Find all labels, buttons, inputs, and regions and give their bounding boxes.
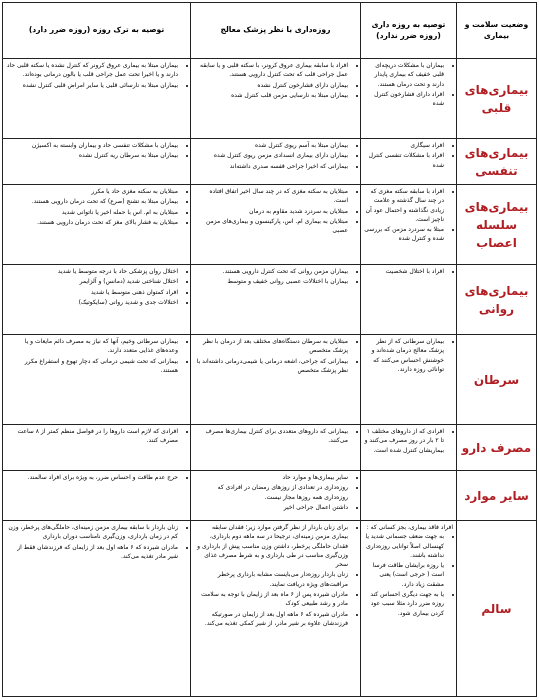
list-item: • بیماران مبتلا به تشنج (صرع) که تحت درمان دارویی هستند. bbox=[6, 197, 178, 206]
list-item: • افراد دارای فشارخون کنترل شده bbox=[364, 90, 444, 109]
list-item: • بیمارانی که تحت شیمی درمانی که دچار تهوع و استفراغ مکرر هستند. bbox=[6, 357, 178, 376]
table-row bbox=[3, 521, 537, 697]
table-row bbox=[3, 471, 537, 521]
list-item: • مادران شیرده که ۶ ماهه اول بعد از زایمان که فرزندشان فقط از شیر مادر تغذیه می‌کند. bbox=[6, 543, 178, 562]
list-item: • مبتلا به سردرد مزمن که بررسی شده و کنترل شده bbox=[364, 225, 444, 244]
list-item: • بیماران با اختلالات عصبی روانی خفیف و متوسط bbox=[194, 277, 348, 286]
list-item: • روزه‌داری در تعدادی از روزهای رمضان در افرادی که روزه‌داری همه روزها مجاز نیست. bbox=[194, 483, 348, 502]
cell-doctor bbox=[191, 521, 361, 697]
list-item: • مبتلایان به سردرد شدید مقاوم به درمان bbox=[194, 207, 348, 216]
list-item: • بیماران مبتلا به نارسائی قلبی یا سایر امراض قلبی کنترل نشده bbox=[6, 81, 178, 90]
bullet-list bbox=[6, 187, 187, 227]
list-item: • سایر بیماری‌ها و موارد حاد bbox=[194, 473, 348, 482]
list-item: • اختلال شناختی شدید (دمانس) و آلزایمر bbox=[6, 277, 178, 286]
list-item: • بیماران سرطانی وخیم، آنها که نیاز به مصرف دائم مایعات و یا وعده‌های غذایی متعدد دارند. bbox=[6, 337, 178, 356]
list-item: • اختلالات جدی و شدید روانی (سایکوتیک) bbox=[6, 298, 178, 307]
list-item: • افراد با سابقه بیماری عروق کرونر، با سکته قلبی و یا سابقه عمل جراحی قلب که تحت کنترل دارویی هستند. bbox=[194, 61, 348, 80]
bullet-list bbox=[364, 337, 453, 374]
cell-doctor bbox=[191, 471, 361, 521]
header-row bbox=[3, 3, 537, 59]
list-item: • مبتلایان به سرطان دستگاه‌های مختلف بعد از درمان با نظر پزشک متخصص bbox=[194, 337, 348, 356]
list-item: • یا به جهت دیگری احساس کند روزه ضرر دارد مثلا سبب عود کردن بیماری شود. bbox=[364, 590, 444, 618]
bullet-list bbox=[364, 267, 453, 276]
bullet-list bbox=[194, 187, 357, 235]
list-item: • بیماران سرطانی که از نظر پزشک معالج درمان شده‌اند و خوشنش احساس می‌کنند که توانائی روزه دارند. bbox=[364, 337, 444, 374]
cell-no-fast bbox=[361, 139, 457, 185]
list-item: • مادران شیرده پس از ۶ ماه بعد از زایمان با توجه به سلامت مادر و رشد طبیعی کودک bbox=[194, 590, 348, 609]
list-item: • بیمارانی که جراحی، اشعه درمانی یا شیمی‌درمانی داشته‌اند با نظر پزشک متخصص bbox=[194, 357, 348, 376]
cell-doctor bbox=[191, 59, 361, 139]
list-item: • بیماران مزمن روانی که تحت کنترل دارویی هستند. bbox=[194, 267, 348, 276]
list-item: • افراد با مشکلات تنفسی کنترل شده bbox=[364, 151, 444, 170]
bullet-list bbox=[364, 61, 453, 108]
bullet-list bbox=[6, 267, 187, 307]
bullet-list bbox=[194, 267, 357, 287]
cell-quit bbox=[3, 471, 191, 521]
category-label: سایر موارد bbox=[457, 471, 537, 521]
list-item: • مادران شیرده که ۶ ماهه اول بعد از زایمان در صورتیکه فرزندشان علاوه بر شیر مادر، از شیر کمکی تغذیه می‌کند. bbox=[194, 610, 348, 629]
header-no-fast: توصیه به روزه داری (روزه ضرر ندارد) bbox=[361, 3, 457, 59]
list-item: • افرادی که از داروهای مختلف ۱ تا ۲ بار در روز مصرف می‌کنند و بیماریشان کنترل شده است. bbox=[364, 427, 444, 455]
bullet-list bbox=[6, 427, 187, 446]
cell-no-fast bbox=[361, 335, 457, 425]
bullet-list bbox=[6, 141, 187, 161]
list-item: • مبتلایان به ام. اس با حمله اخیر یا ناتوانی شدید bbox=[6, 208, 178, 217]
list-item: • افراد سیگاری bbox=[364, 141, 444, 150]
list-item: • افراد با اختلال شخصیت bbox=[364, 267, 444, 276]
cell-quit bbox=[3, 185, 191, 265]
bullet-list bbox=[194, 473, 357, 512]
list-item: • زنان باردار روزه‌دار می‌بایست مشابه بارداری پرخطر مراقبت‌های ویژه دریافت نمایند. bbox=[194, 570, 348, 589]
list-item: • بیماران دارای فشارخون کنترل نشده bbox=[194, 81, 348, 90]
bullet-list bbox=[6, 61, 187, 90]
cell-doctor bbox=[191, 335, 361, 425]
cell-quit bbox=[3, 425, 191, 471]
cell-quit bbox=[3, 521, 191, 697]
list-item: • افراد با سابقه سکته مغزی که در چند سال گذشته و علامت زیادی نگذاشته و احتمال عود آن ناچیز است. bbox=[364, 187, 444, 224]
list-item: • بیماران مبتلا به نارسایی مزمن قلب کنترل شده bbox=[194, 91, 348, 100]
cell-quit bbox=[3, 59, 191, 139]
cell-quit bbox=[3, 335, 191, 425]
list-item: • بیماران مبتلا به بیماری عروق کرونر که کنترل نشده یا سکته قلبی حاد دارند و یا اخیرا تحت عمل جراحی قلب یا بالون درمانی بوده‌اند. bbox=[6, 61, 178, 80]
cell-no-fast bbox=[361, 265, 457, 335]
table-row bbox=[3, 335, 537, 425]
cell-quit bbox=[3, 265, 191, 335]
bullet-list bbox=[6, 337, 187, 375]
list-item: • زنان باردار با سابقه بیماری مزمن زمینه‌ای، حاملگی‌های پرخطر، وزن کم در زمان بارداری، وزن‌گیری نامناسب دوران بارداری bbox=[6, 523, 178, 542]
list-item: • مبتلایان به بیماری ام. اس، پارکینسون و بیماری‌های مزمن عصبی bbox=[194, 217, 348, 236]
cell-no-fast bbox=[361, 59, 457, 139]
category-label: بیماری‌های روانی bbox=[457, 265, 537, 335]
cell-intro: افراد فاقد بیماری، بجز کسانی که : bbox=[366, 524, 453, 531]
cell-doctor bbox=[191, 425, 361, 471]
list-item: • مبتلایان به فشار بالای مغز که تحت درمان دارویی هستند. bbox=[6, 218, 178, 227]
bullet-list bbox=[194, 427, 357, 446]
cell-doctor bbox=[191, 139, 361, 185]
category-label: سرطان bbox=[457, 335, 537, 425]
list-item: • اختلال روان پزشکی حاد با درجه متوسط یا شدید bbox=[6, 267, 178, 276]
bullet-list bbox=[364, 427, 453, 455]
list-item: • به جهت ضعف جسمانی شدید یا کهنسالی اصلاً توانایی روزه‌داری نداشته باشند. bbox=[364, 532, 444, 560]
bullet-list bbox=[364, 187, 453, 244]
bullet-list bbox=[6, 473, 187, 482]
bullet-list bbox=[194, 141, 357, 171]
table-row bbox=[3, 59, 537, 139]
list-item: • بیماران با مشکلات تنفسی حاد و بیماران وابسته به اکسیژن bbox=[6, 141, 178, 150]
cell-no-fast bbox=[361, 471, 457, 521]
cell-quit bbox=[3, 139, 191, 185]
list-item: • بیماران با مشکلات دریچه‌ای قلبی خفیف که بیماری پایدار دارند و تحت درمان هستند. bbox=[364, 61, 444, 89]
table-row bbox=[3, 425, 537, 471]
cell-doctor bbox=[191, 265, 361, 335]
list-item: • افرادی که لازم است داروها را در فواصل منظم کمتر از ۸ ساعت مصرف کنند. bbox=[6, 427, 178, 446]
list-item: • بیماران مبتلا به سرطان ریه کنترل نشده bbox=[6, 151, 178, 160]
bullet-list bbox=[364, 141, 453, 170]
category-label: بیماری‌های سلسله اعصاب bbox=[457, 185, 537, 265]
list-item: • داشتن اعمال جراحی اخیر bbox=[194, 503, 348, 512]
list-item: • حرج عدم طاقت و احساس ضرر، به ویژه برای افراد سالمند. bbox=[6, 473, 178, 482]
header-quit: توصیه به ترک روزه (روزه ضرر دارد) bbox=[3, 3, 191, 59]
list-item: • بیمارانی که اخیرا جراحی قفسه صدری داشته‌اند bbox=[194, 162, 348, 171]
bullet-list bbox=[194, 61, 357, 100]
fasting-guidance-table bbox=[2, 2, 537, 697]
category-label: بیماری‌های تنفسی bbox=[457, 139, 537, 185]
list-item: • افراد کمتوان ذهنی متوسط یا شدید bbox=[6, 288, 178, 297]
bullet-list bbox=[6, 523, 187, 561]
category-label: سالم bbox=[457, 521, 537, 697]
cell-no-fast bbox=[361, 521, 457, 697]
bullet-list bbox=[194, 523, 357, 628]
list-item: • برای زنان باردار از نظر گرفتن موارد زیر؛ فقدان سابقه بیماری مزمن زمینه‌ای، ترجیحا در سه ماهه دوم بارداری، فقدان حاملگی پرخطر، داشتن وزن مناسب پیش از بارداری و وزن‌گیری مناسب در طی بارداری و به شرط مصرف غذای سحر bbox=[194, 523, 348, 569]
list-item: • یا روزه برایشان طاقت فرسا است ( حرجی است) یعنی مشقت زیاد دارد. bbox=[364, 561, 444, 589]
header-doctor: روزه‌داری با نظر پزشک معالج bbox=[191, 3, 361, 59]
cell-doctor bbox=[191, 185, 361, 265]
table-row bbox=[3, 139, 537, 185]
bullet-list bbox=[364, 532, 453, 618]
list-item: • مبتلایان به سکته مغزی که در چند سال اخیر اتفاق افتاده است. bbox=[194, 187, 348, 206]
list-item: • بیماران دارای بیماری انسدادی مزمن ریوی کنترل شده bbox=[194, 151, 348, 160]
category-label: بیماری‌های قلبی bbox=[457, 59, 537, 139]
table-row bbox=[3, 265, 537, 335]
header-status: وضعیت سلامت و بیماری bbox=[457, 3, 537, 59]
cell-no-fast bbox=[361, 185, 457, 265]
table-row bbox=[3, 185, 537, 265]
category-label: مصرف دارو bbox=[457, 425, 537, 471]
list-item: • بیماران مبتلا به آسم ریوی کنترل شده bbox=[194, 141, 348, 150]
cell-no-fast bbox=[361, 425, 457, 471]
bullet-list bbox=[194, 337, 357, 375]
list-item: • بیمارانی که داروهای متعددی برای کنترل بیماری‌ها مصرف می‌کنند. bbox=[194, 427, 348, 446]
list-item: • مبتلایان به سکته مغزی حاد یا مکرر bbox=[6, 187, 178, 196]
